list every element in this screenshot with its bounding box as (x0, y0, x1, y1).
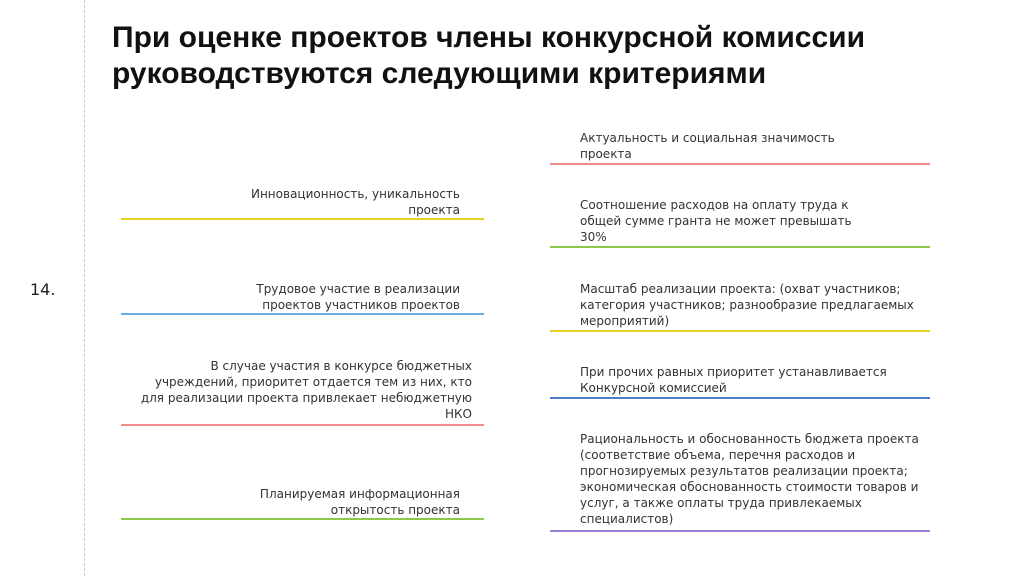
criterion-underline (121, 518, 484, 520)
criterion-right-4 (580, 364, 920, 396)
title-line-2: руководствуются следующими критериями (112, 57, 767, 90)
criterion-underline (550, 330, 930, 332)
criterion-right-5 (580, 431, 925, 527)
criterion-text: Планируемая информационная открытость проекта (259, 487, 460, 517)
title-line-1: При оценке проектов члены конкурсной комиссии (112, 21, 866, 54)
criterion-underline (550, 246, 930, 248)
criterion-right-1 (580, 130, 860, 162)
criterion-left-1 (228, 186, 460, 218)
criterion-right-3 (580, 281, 940, 329)
criterion-text: В случае участия в конкурсе бюджетных учреждений, приоритет отдается тем из них, кто для реализации проекта привлекает небюджетную НКО (140, 359, 472, 421)
criterion-underline (550, 530, 930, 532)
criterion-text: При прочих равных приоритет устанавливается Конкурсной комиссией (580, 365, 887, 395)
criterion-text: Актуальность и социальная значимость проекта (580, 131, 835, 161)
slide-number: 14. (30, 280, 56, 299)
criterion-text: Рациональность и обоснованность бюджета проекта (соответствие объема, перечня расходов и прогнозируемых результатов реализации проекта; экономическая обоснованность стоимости товаров и услуг, а также оплаты труда привлекаемых специалистов) (580, 432, 919, 526)
criterion-underline (121, 313, 484, 315)
criterion-text: Инновационность, уникальность проекта (250, 187, 460, 217)
criterion-right-2 (580, 197, 870, 245)
criterion-underline (550, 397, 930, 399)
criterion-underline (550, 163, 930, 165)
page-title (112, 20, 992, 92)
criterion-left-4 (228, 486, 460, 518)
divider-line (84, 0, 85, 576)
criterion-left-3 (138, 358, 472, 422)
criterion-left-2 (228, 281, 460, 313)
criterion-text: Соотношение расходов на оплату труда к общей сумме гранта не может превышать 30% (580, 198, 852, 244)
criterion-underline (121, 218, 484, 220)
criterion-underline (121, 424, 484, 426)
criterion-text: Масштаб реализации проекта: (охват участников; категория участников; разнообразие предлагаемых мероприятий) (580, 282, 914, 328)
criterion-text: Трудовое участие в реализации проектов участников проектов (256, 282, 460, 312)
